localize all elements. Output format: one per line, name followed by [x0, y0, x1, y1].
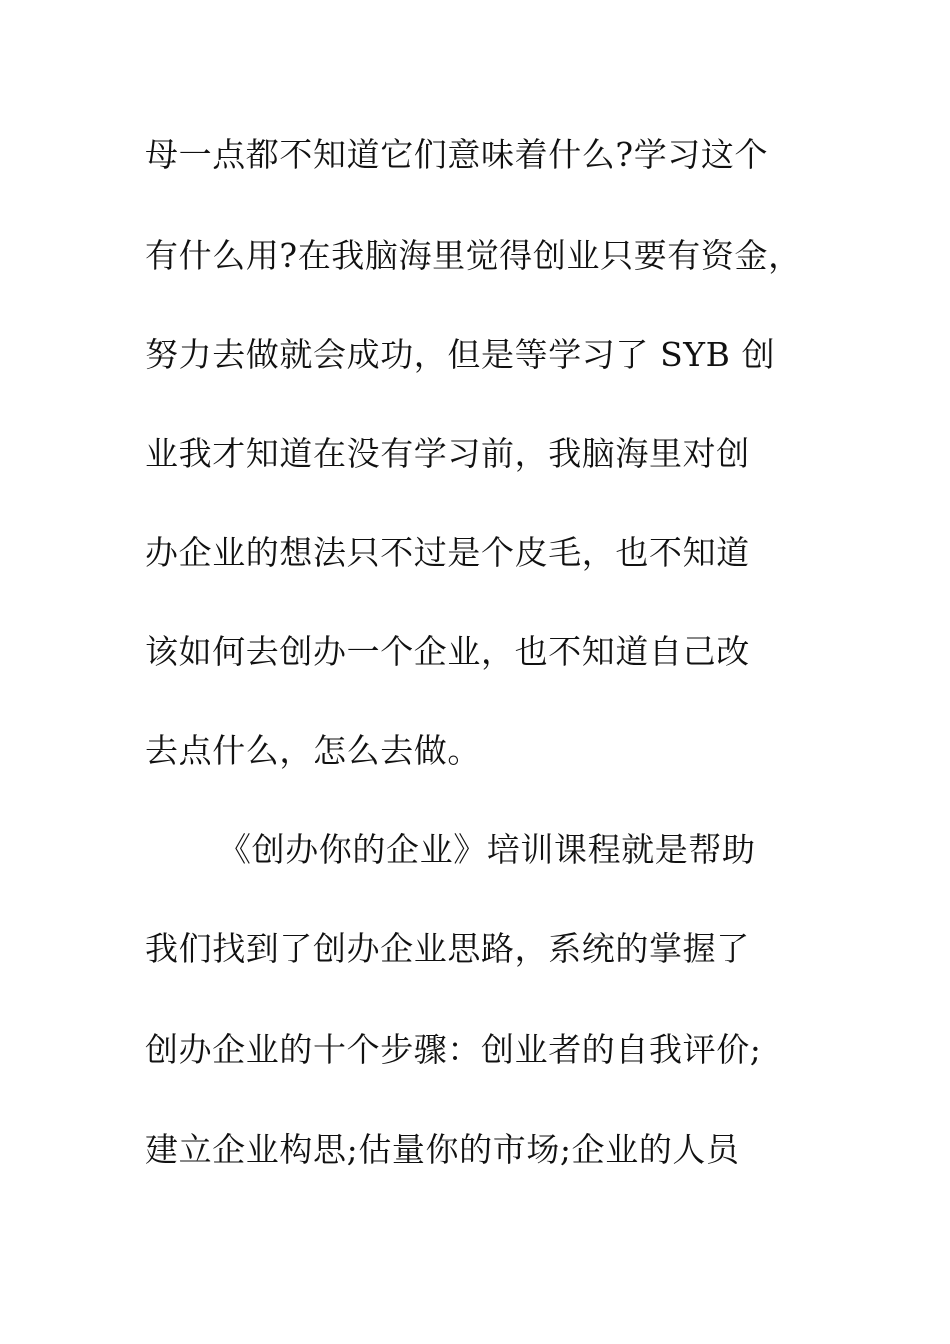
- paragraph-line: 我们找到了创办企业思路，系统的掌握了: [145, 929, 750, 968]
- paragraph-line: 创办企业的十个步骤：创业者的自我评价;: [145, 1030, 762, 1069]
- paragraph-line: 办企业的想法只不过是个皮毛，也不知道: [145, 533, 750, 572]
- paragraph-line: 有什么用?在我脑海里觉得创业只要有资金，: [145, 236, 802, 275]
- paragraph-line: 努力去做就会成功，但是等学习了 SYB 创: [145, 335, 776, 374]
- paragraph-line: 《创办你的企业》培训课程就是帮助: [218, 830, 756, 869]
- paragraph-line: 建立企业构思;估量你的市场;企业的人员: [145, 1130, 740, 1169]
- paragraph-line: 该如何去创办一个企业，也不知道自己改: [145, 632, 750, 671]
- paragraph-line: 业我才知道在没有学习前，我脑海里对创: [145, 434, 750, 473]
- paragraph-line: 去点什么，怎么去做。: [145, 731, 481, 770]
- paragraph-line: 母一点都不知道它们意味着什么?学习这个: [145, 135, 769, 174]
